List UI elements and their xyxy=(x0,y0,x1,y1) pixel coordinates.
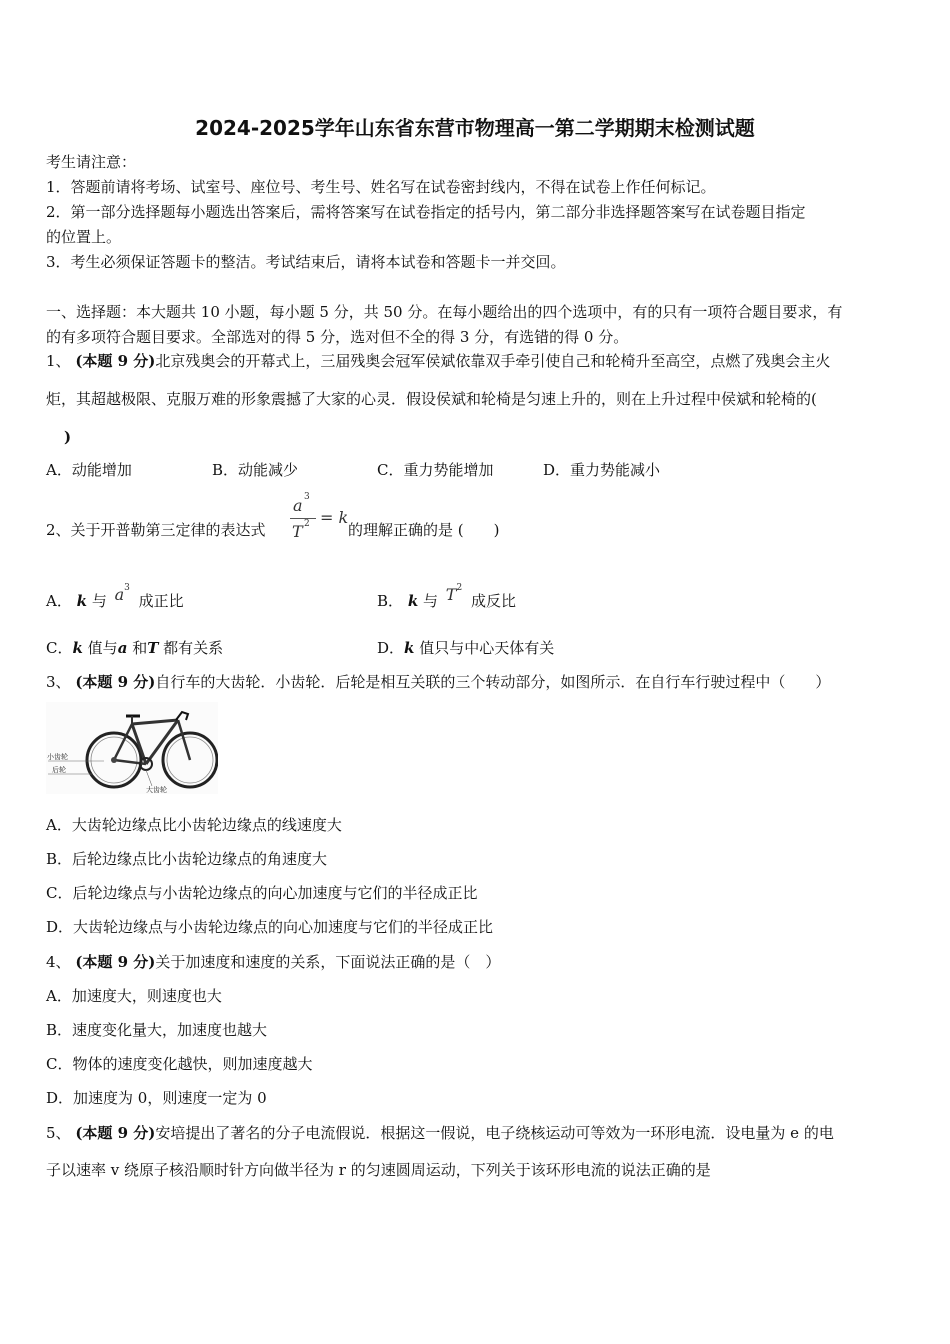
formula-denominator: T xyxy=(292,522,303,541)
question-points: (本题 9 分) xyxy=(75,953,156,971)
option-label: D． xyxy=(377,639,405,657)
symbol-T-exp: 2 xyxy=(456,583,463,593)
option-a: A．大齿轮边缘点比小齿轮边缘点的线速度大 xyxy=(46,816,342,834)
notice-item: 3．考生必须保证答题卡的整洁。考试结束后，请将本试卷和答题卡一并交回。 xyxy=(46,253,566,271)
notice-item: 1．答题前请将考场、试室号、座位号、考生号、姓名写在试卷密封线内，不得在试卷上作任何标记。 xyxy=(46,178,716,196)
question-number: 3、 xyxy=(46,673,71,691)
question-1 xyxy=(46,351,830,371)
option-a: A．动能增加 xyxy=(46,461,132,479)
question-number: 4、 xyxy=(46,953,71,971)
option-b: B．动能减少 xyxy=(212,461,299,479)
option-d xyxy=(377,638,554,658)
question-number: 1、 xyxy=(46,352,71,370)
option-label: B． xyxy=(377,592,404,610)
question-text: 自行车的大齿轮．小齿轮．后轮是相互关联的三个转动部分，如图所示．在自行车行驶过程中（ ） xyxy=(155,673,831,691)
label-large-gear: 大齿轮 xyxy=(146,786,167,794)
option-b: B．后轮边缘点比小齿轮边缘点的角速度大 xyxy=(46,850,328,868)
symbol-k: k xyxy=(407,592,419,610)
symbol-T: T xyxy=(147,639,159,657)
option-text: 与 xyxy=(423,592,439,610)
option-c xyxy=(46,638,223,658)
option-text: 与 xyxy=(91,592,107,610)
option-text: 值与 xyxy=(87,639,118,657)
option-d: D．加速度为 0，则速度一定为 0 xyxy=(46,1089,267,1107)
label-small-gear: 小齿轮 xyxy=(47,753,68,761)
label-rear-wheel: 后轮 xyxy=(52,766,66,774)
symbol-T: T xyxy=(445,585,457,604)
formula-numerator-exp: 3 xyxy=(304,492,310,502)
option-text: 值只与中心天体有关 xyxy=(419,639,555,657)
option-a xyxy=(46,583,184,614)
question-points: (本题 9 分) xyxy=(75,352,156,370)
option-c: C．后轮边缘点与小齿轮边缘点的向心加速度与它们的半径成正比 xyxy=(46,884,478,902)
question-2-text: 2、关于开普勒第三定律的表达式 xyxy=(46,521,266,539)
section-intro: 的有多项符合题目要求。全部选对的得 5 分，选对但不全的得 3 分，有选错的得 0 分。 xyxy=(46,328,629,346)
bicycle-figure xyxy=(46,702,218,794)
symbol-a: a xyxy=(114,585,125,604)
symbol-a-exp: 3 xyxy=(124,583,130,593)
question-5 xyxy=(46,1123,834,1143)
symbol-k: k xyxy=(76,592,88,610)
option-c: C．物体的速度变化越快，则加速度越大 xyxy=(46,1055,313,1073)
question-text: 安培提出了著名的分子电流假说．根据这一假说，电子绕核运动可等效为一环形电流．设电量为 e 的电 xyxy=(155,1124,834,1142)
formula-numerator: a xyxy=(293,496,303,515)
page-title: 2024-2025学年山东省东营市物理高一第二学期期末检测试题 xyxy=(195,116,755,140)
option-label: C． xyxy=(46,639,73,657)
symbol-k: k xyxy=(404,639,415,657)
question-text: 关于加速度和速度的关系，下面说法正确的是（ ） xyxy=(155,953,501,971)
option-a: A．加速度大，则速度也大 xyxy=(46,987,222,1005)
notice-item: 2．第一部分选择题每小题选出答案后，需将答案写在试卷指定的括号内，第二部分非选择题答案写在试卷题目指定 xyxy=(46,203,806,221)
question-1-paren: ) xyxy=(64,428,72,446)
question-points: (本题 9 分) xyxy=(75,673,156,691)
option-label: A． xyxy=(46,592,72,610)
question-text: 北京残奥会的开幕式上，三届残奥会冠军侯斌依靠双手牵引使自己和轮椅升至高空，点燃了残奥会主火 xyxy=(155,352,831,370)
option-c: C．重力势能增加 xyxy=(377,461,494,479)
section-intro: 一、选择题：本大题共 10 小题，每小题 5 分，共 50 分。在每小题给出的四个选项中，有的只有一项符合题目要求，有 xyxy=(46,303,843,321)
bicycle-illustration xyxy=(46,702,218,794)
notice-item: 的位置上。 xyxy=(46,228,122,246)
option-b xyxy=(377,583,516,614)
question-4 xyxy=(46,952,500,972)
option-text: 和 xyxy=(132,639,148,657)
formula-rhs: = k xyxy=(320,508,349,527)
option-text: 成正比 xyxy=(138,592,184,610)
option-d: D．重力势能减小 xyxy=(543,461,661,479)
notice-heading: 考生请注意： xyxy=(46,153,137,171)
question-points: (本题 9 分) xyxy=(75,1124,156,1142)
option-b: B．速度变化量大，加速度也越大 xyxy=(46,1021,268,1039)
option-text: 成反比 xyxy=(470,592,516,610)
question-1-cont: 炬，其超越极限、克服万难的形象震撼了大家的心灵．假设侯斌和轮椅是匀速上升的，则在上升过程中侯斌和轮椅的( xyxy=(46,390,817,408)
question-number: 5、 xyxy=(46,1124,71,1142)
question-2-text-end: 的理解正确的是 ( ) xyxy=(348,521,500,539)
option-d: D．大齿轮边缘点与小齿轮边缘点的向心加速度与它们的半径成正比 xyxy=(46,918,494,936)
symbol-a: a xyxy=(117,639,128,657)
question-3 xyxy=(46,672,830,692)
option-text: 都有关系 xyxy=(163,639,224,657)
formula-denominator-exp: 2 xyxy=(304,519,310,529)
symbol-k: k xyxy=(72,639,83,657)
fraction-bar xyxy=(290,518,316,519)
question-5-cont: 子以速率 v 绕原子核沿顺时针方向做半径为 r 的匀速圆周运动，下列关于该环形电流的说法正确的是 xyxy=(46,1161,711,1179)
